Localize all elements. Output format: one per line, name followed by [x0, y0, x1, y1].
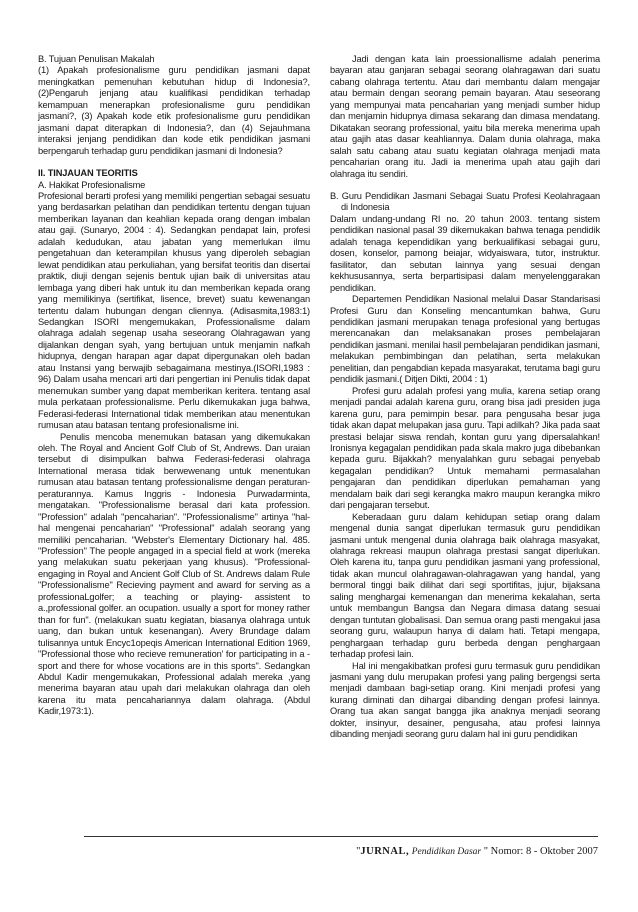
- section-heading-hakikat: A. Hakikat Profesionalisme: [38, 179, 146, 190]
- journal-subtitle: Pendidikan Dasar: [411, 847, 482, 857]
- journal-name: JURNAL,: [360, 846, 410, 857]
- footer-close-quote: ": [483, 846, 489, 857]
- body-paragraph: Keberadaan guru dalam kehidupan setiap orang dalam mengenal dunia sangat diperlukan termasuk guru pendidikan jasmani untuk mengenal dunia olahraga baik olahraga masyakat, olahraga rekreasi maupun olahraga prestasi sangat diperlukan. Oleh karena itu, tanpa guru pendidikan jasmani yang professional, tidak akan muncul olahragawan-olahragawan yang handal, yang bermoral tinggi baik dilihat dari segi sportifitas, jujur, bijaksana saling menghargai kemenangan dan menerima kekalahan, serta untuk membangun Bangsa dan Negara dimasa datang sesuai dengan tuntutan globalisasi. Dan semua orang pasti mengakui jasa seorang guru, walaupun hanya di dalam hati. Tetapi mengapa, penghargaan terhadap guru berbeda dengan penghargaan terhadap profesi lain.: [330, 511, 600, 660]
- section-heading-tujuan: B. Tujuan Penulisan Makalah: [38, 54, 155, 64]
- body-paragraph: Penulis mencoba menemukan batasan yang dikemukakan oleh. The Royal and Ancient Golf Club of St, Andrews. Dan uraian tersebut di disimpulkan bahwa Federasi-federasi olahraga International merasa tidak berwewenang untuk menentukan rumusan atau batasan tentang professionalisme dengan peraturan-peraturannya. Kamus Inggris - Indonesia Purwadarminta, mengatakan. "Professionalisme berasal dari kata profession. "Profession" adalah "pencaharian". "Professionalisme" artinya "hal-hal mengenai pencaharian" "Professional" adalah seorang yang memiliki pencaharian. "Webster's Elementary Dictionary hal. 485. "Profession" The people angaged in a special field at work (mereka yang melakukan suatu pekerjaan yang khusus). "Professional-engaging in Royal and Ancient Golf Club of St. Andrews dalam Rule "Professionalisme" Recieving payment and award for serving as a professionaLgolfer; a teaching or playing- assistent to a.,professional golfer. an ocupation. usually a sport for money rather than for fun". (melakukan suatu kegiatan, biasanya olahraga untuk uang, dan bukan untuk kesenangan). Avery Brundage dalam tulisannya untuk Encyc1opeqis American International Edition 1969, "Professional those who recieve remuneration' for participating in a -sport and there for whose vocations are in this sports". Sedangkan Abdul Kadir mengemukakan, Professional adalah mereka ,yang menerima bayaran atau upah dari melakukan olahraga dan oleh karena itu mata pencahariannya dalam olahraga. (Abdul Kadir,1973:1).: [38, 431, 310, 717]
- issue-number: Nomor: 8 - Oktober 2007: [490, 846, 598, 857]
- research-questions-paragraph: (1) Apakah profesionalisme guru pendidikan jasmani dapat meningkatkan pemenuhan kebutuhan hidup di Indonesia?, (2)Pengaruh jenjang atau kualifikasi pendidikan terhadap kemampuan menerapkan profesionalisme guru pendidikan jasmani?, (3) Apakah kode etik profesionalisme guru pendidikan jasmani dapat diterapkan di Indonesia?, dan (4) Sejauhmana interaksi jenjang pendidikan dan kode etik pendidikan jasmani berpengaruh terhadap guru pendidikan jasmani di Indonesia?: [38, 65, 310, 156]
- footer-open-quote: ": [356, 846, 361, 857]
- body-paragraph: Hal ini mengakibatkan profesi guru termasuk guru pendidikan jasmani yang dulu merupakan profesi yang paling bergengsi serta menjadi dambaan bagi-setiap orang. Kini menjadi profesi yang kurang diminati dan dihargai dibanding dengan profesi lainnya. Orang tua akan sangat bangga jika anaknya menjadi seorang dokter, insinyur, desainer, pengusaha, atau profesi lainnya dibanding menjadi seorang guru dalam hal ini guru pendidikan: [330, 660, 600, 740]
- body-paragraph: Dalam undang-undang RI no. 20 tahun 2003. tentang sistem pendidikan nasional pasal 39 dikemukakan bahwa tenaga pendidik adalah tenaga kependidikan yang berkualifikasi sebagai guru, dosen, konselor, pamong beiajar, widyaiswara, tutor, instruktur. fasilitator, dan sebutan lainnya yang sesuai dengan kekhususannya, serta berpartisipasi dalam menyelenggarakan pendidikan.: [330, 213, 600, 293]
- body-paragraph: Profesi guru adalah profesi yang mulia, karena setiap orang menjadi pandai adalah karena guru, orang bisa jadi presiden juga karena guru, para pemimpin besar. para pengusaha besar juga tidak akan dapat melupakan jasa guru. Tapi adilkah? Jika pada saat prestasi belajar siswa rendah, kontan guru yang dipersalahkan! Ironisnya kegagalan pendidikan pada skala makro juga dibebankan kepada guru. Bijakkah? menyalahkan guru sebagai penyebab kegagalan pendidikan? Untuk memahami permasalahan pengajaran dan pendidikan diperlukan pemahaman yang mendalam baik dari segi kerangka makro maupun kerangka mikro dari pengajaran tersebut.: [330, 385, 600, 511]
- section-heading-guru-pendidikan: B. Guru Pendidikan Jasmani Sebagai Suatu Profesi Keolahragaan di Indonesia: [330, 190, 600, 213]
- section-title-tinjauan: II. TINJAUAN TEORITIS: [38, 168, 138, 179]
- left-column: [38, 54, 310, 718]
- body-paragraph: Profesional berarti profesi yang memiliki pengertian sebagai sesuatu yang berdasarkan pelatihan dan pendidikan tertentu dengan tujuan memberikan layanan dan keahlian kepada orang dengan imbalan atau gaji. (Sunaryo, 2004 : 4). Sedangkan pendapat lain, profesi adalah kedudukan, atau jabatan yang memerlukan ilmu pengetahuan dan keterampilan khusus yang diperoleh sebagian lewat pendidikan atau perkuliahan, yang bersifat teoritis dan disertai praktik, diuji dengan sejenis bentuk ujian baik di universitas atau lembaga yang diberi hak untuk itu dan memberikan kepada orang yang memilikinya (sertifikat, lisence, brevet) suatu kewenangan tertentu dalam hubungan dengan cliennya. (Adisasmita,1983:1) Sedangkan ISORI mengemukakan, Professionalisme dalam olahraga adalah segenap usaha seseorang Olahragawan yang dijalankan dengan syah, yang bertujuan untuk menjamin nafkah hidupnya, dengan harapan agar dapat dipergunakan oleh badan atau Instansi yang berwajib sebagaimana mestinya.(ISORI,1983 : 96) Dalam usaha mencari arti dari pengertian ini Penulis tidak dapat menemukan sumber yang dapat memberikan keritera. tentang asal mula perkataan professionalisme. Perlu dikemukakan juga bahwa, Federasi-federasi International tidak memberikan atau menentukan rumusan atau batasan tentang profesionalisme ini.: [38, 190, 310, 431]
- page-footer: [356, 846, 598, 857]
- body-paragraph: Jadi dengan kata lain proessionallisme adalah penerima bayaran atau ganjaran sebagai seorang olahragawan dari suatu cabang olahraga tertentu. Atau dari membantu dalam mengajar atau bermain dengan seorang pemain bayaran. Atau seseorang yang mempunyai mata pencaharian yang menjadi sumber hidup dan menjamin hidupnya dimasa sekarang dan dimasa mendatang. Dikatakan seorang professional, yaitu bila mereka menerima upah atau gajih atas dasar keahliannya. Dalam dunia olahraga, maka salah satu cabang atau suatu kegiatan olahraga menjadi mata pencaharian orang itu. Jadi ia menerima upah atau gajih dari olahraga itu sendiri.: [330, 54, 600, 179]
- body-paragraph: Departemen Pendidikan Nasional melalui Dasar Standarisasi Profesi Guru dan Konseling mencantumkan bahwa, Guru pendidikan jasmani merupakan tenaga profesional yang bertugas merencanakan dan melaksanakan proses pembelajaran pendidikan jasmani. menilai hasil pembelajaran pendidikan jasmani, melakukan pembimbingan dan pelatihan, serta melakukan penelitian, dan pengabdian kepada masyarakat, terutama bagi guru pendidik jasmani.( Ditjen Dikti, 2004 : 1): [330, 294, 600, 385]
- right-column: [330, 54, 600, 741]
- footer-divider: [84, 836, 598, 837]
